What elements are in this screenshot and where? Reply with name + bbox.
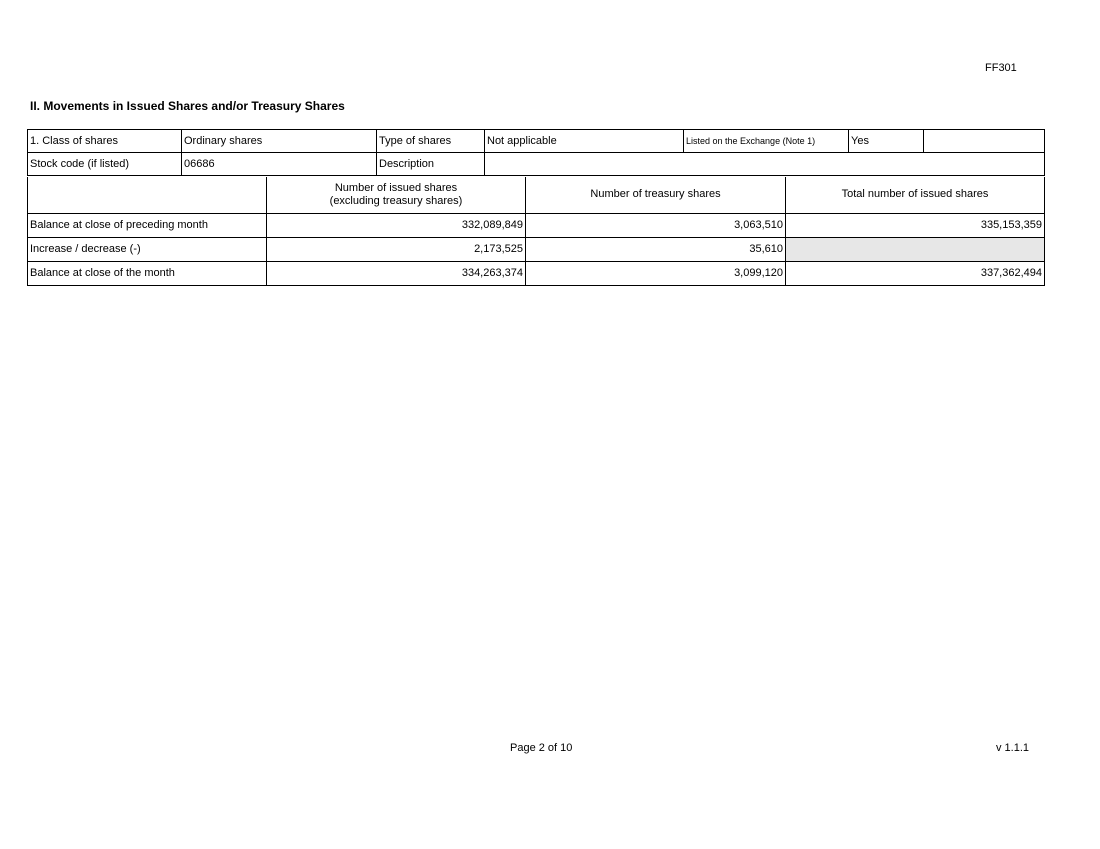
treasury-shares-value: 3,063,510 bbox=[526, 213, 786, 237]
header-issued-shares bbox=[267, 177, 526, 213]
page-number: Page 2 of 10 bbox=[510, 742, 573, 754]
stock-code-label: Stock code (if listed) bbox=[28, 153, 182, 176]
table-row-increase-decrease bbox=[28, 237, 1045, 261]
listed-on-exchange-value: Yes bbox=[849, 130, 924, 153]
movement-header-row bbox=[28, 177, 1045, 213]
total-issued-value: 337,362,494 bbox=[786, 261, 1045, 285]
table-row-closing-balance bbox=[28, 261, 1045, 285]
issued-shares-value: 332,089,849 bbox=[267, 213, 526, 237]
row-label: Balance at close of the month bbox=[28, 261, 267, 285]
treasury-shares-value: 35,610 bbox=[526, 237, 786, 261]
stock-code-row bbox=[28, 153, 1045, 176]
total-issued-value: 335,153,359 bbox=[786, 213, 1045, 237]
total-issued-value-shaded bbox=[786, 237, 1045, 261]
share-class-row bbox=[28, 130, 1045, 153]
header-issued-line1: Number of issued shares bbox=[334, 181, 458, 194]
header-issued-line2: (excluding treasury shares) bbox=[329, 194, 463, 207]
class-of-shares-value: Ordinary shares bbox=[182, 130, 377, 153]
version-label: v 1.1.1 bbox=[996, 742, 1030, 754]
section-title: II. Movements in Issued Shares and/or Treasury Shares bbox=[30, 99, 345, 113]
treasury-shares-value: 3,099,120 bbox=[526, 261, 786, 285]
class-of-shares-label: 1. Class of shares bbox=[28, 130, 182, 153]
movement-table bbox=[27, 177, 1045, 286]
description-label: Description bbox=[377, 153, 485, 176]
header-total-issued-shares: Total number of issued shares bbox=[786, 177, 1045, 213]
form-code: FF301 bbox=[985, 62, 1017, 74]
header-blank-cell bbox=[28, 177, 267, 213]
row-label: Increase / decrease (-) bbox=[28, 237, 267, 261]
header-treasury-shares: Number of treasury shares bbox=[526, 177, 786, 213]
issued-shares-value: 2,173,525 bbox=[267, 237, 526, 261]
stock-code-value: 06686 bbox=[182, 153, 377, 176]
share-info-table bbox=[27, 129, 1045, 176]
type-of-shares-label: Type of shares bbox=[377, 130, 485, 153]
row-label: Balance at close of preceding month bbox=[28, 213, 267, 237]
type-of-shares-value: Not applicable bbox=[485, 130, 684, 153]
listed-on-exchange-label: Listed on the Exchange (Note 1) bbox=[684, 130, 849, 153]
description-value bbox=[485, 153, 1045, 176]
listed-extra-cell bbox=[924, 130, 1045, 153]
issued-shares-value: 334,263,374 bbox=[267, 261, 526, 285]
table-row-preceding-balance bbox=[28, 213, 1045, 237]
